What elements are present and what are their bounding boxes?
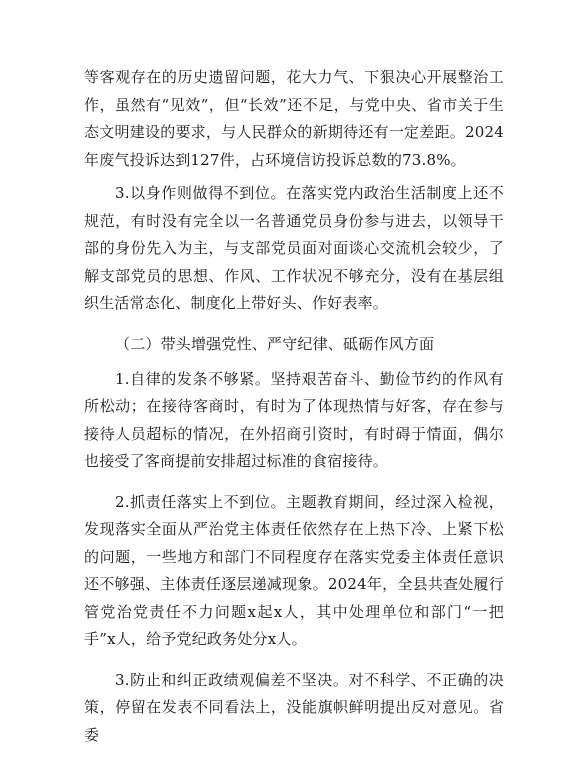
paragraph-performance-view: 3.防止和纠正政绩观偏差不坚决。对不科学、不正确的决策，停留在发表不同看法上，没能旗帜鲜明提出反对意见。省委 — [84, 670, 504, 744]
document-body — [84, 64, 504, 762]
paragraph-lead-by-example: 3.以身作则做得不到位。在落实党内政治生活制度上还不规范，有时没有完全以一名普通党员身份参与进去，以领导干部的身份先入为主，与支部党员面对面谈心交流机会较少，了解支部党员的思想、作风、工作状况不够充分，没有在基层组织生活常态化、制度化上带好头、作好表率。 — [84, 184, 504, 312]
section-heading-party-discipline: （二）带头增强党性、严守纪律、砥砺作风方面 — [115, 334, 435, 353]
paragraph-environment-rectification: 等客观存在的历史遗留问题，花大力气、下狠决心开展整治工作，虽然有“见效”，但“长效”还不足，与党中央、省市关于生态文明建设的要求，与人民群众的新期待还有一定差距。2024年废气投诉达到127件，占环境信访投诉总数的73.8%。 — [84, 68, 504, 169]
paragraph-self-discipline: 1.自律的发条不够紧。坚持艰苦奋斗、勤俭节约的作风有所松动；在接待客商时，有时为了体现热情与好客，存在参与接待人员超标的情况，在外招商引资时，有时碍于情面，偶尔也接受了客商提前安排超过标准的食宿接待。 — [84, 369, 504, 470]
paragraph-responsibility-implementation: 2.抓责任落实上不到位。主题教育期间，经过深入检视，发现落实全面从严治党主体责任依然存在上热下冷、上紧下松的问题，一些地方和部门不同程度存在落实党委主体责任意识还不够强、主体责任逐层递减现象。2024年，全县共查处履行管党治党责任不力问题x起x人，其中处理单位和部门“一把手”x人，给予党纪政务处分x人。 — [84, 492, 504, 648]
